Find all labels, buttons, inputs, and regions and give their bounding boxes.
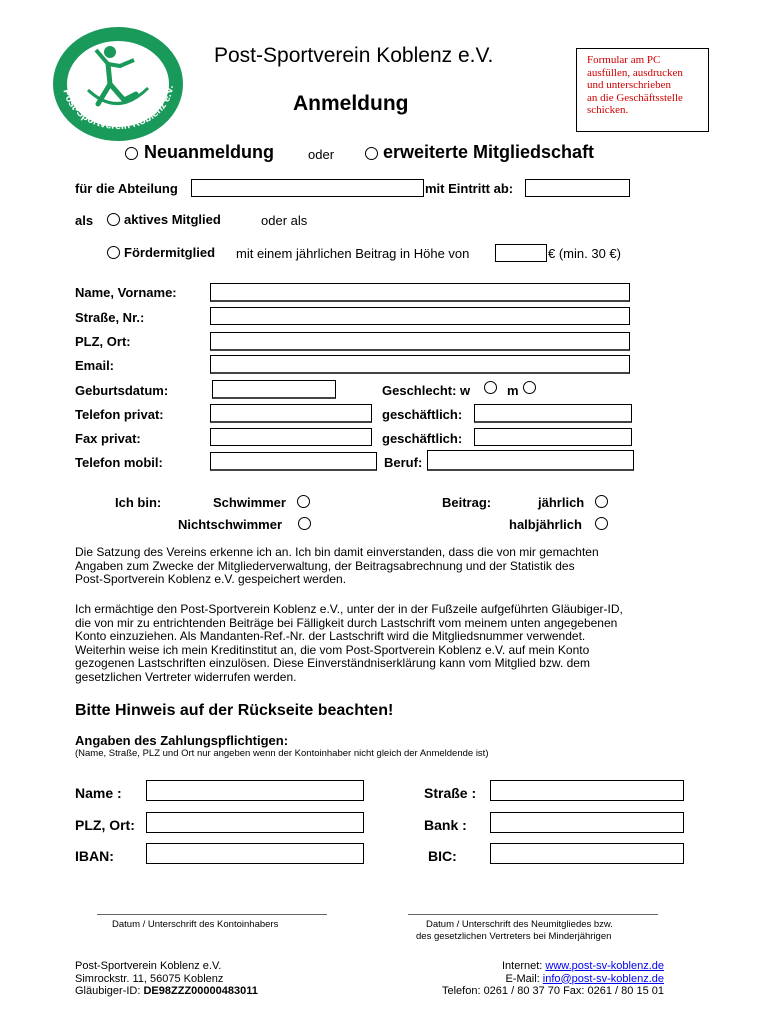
paragraph-line: Angaben zum Zwecke der Mitgliederverwaltung, der Beitragsabrechnung und der Statistik des <box>75 558 575 573</box>
payer-bank-label: Bank : <box>424 817 467 833</box>
signature-label-guardian: des gesetzlichen Vertreters bei Minderjährigen <box>416 931 612 942</box>
phone-business-field[interactable] <box>474 404 632 423</box>
payer-street-field[interactable] <box>490 780 684 801</box>
fax-private-field[interactable] <box>210 428 372 446</box>
paragraph-line: Die Satzung des Vereins erkenne ich an. Ich bin damit einverstanden, dass die von mir gemachten <box>75 545 599 559</box>
notice-line: Formular am PC <box>587 54 661 66</box>
payer-note: (Name, Straße, PLZ und Ort nur angeben wenn der Kontoinhaber nicht gleich der Anmeldende ist) <box>75 748 489 759</box>
logo-city: KOBLENZ <box>145 41 172 73</box>
supporting-fee-field[interactable] <box>495 244 547 262</box>
footer-org: Post-Sportverein Koblenz e.V. <box>75 960 222 972</box>
department-field[interactable] <box>191 179 424 197</box>
website-link[interactable]: www.post-sv-koblenz.de <box>545 960 664 972</box>
radio-non-swimmer[interactable] <box>298 517 311 530</box>
email-link[interactable]: info@post-sv-koblenz.de <box>542 972 664 985</box>
as-label: als <box>75 213 94 228</box>
instruction-notice <box>576 48 709 132</box>
payer-zip-field[interactable] <box>146 812 364 833</box>
zip-city-label: PLZ, Ort: <box>75 334 131 349</box>
radio-gender-m[interactable] <box>523 381 536 394</box>
footer-phone: Telefon: 0261 / 80 37 70 Fax: 0261 / 80 15 01 <box>441 985 664 997</box>
radio-new-membership[interactable] <box>125 147 138 160</box>
paragraph-line: Ich ermächtige den Post-Sportverein Koblenz e.V., unter der in der Fußzeile aufgeführten Gläubiger-ID, <box>75 602 623 616</box>
entry-date-field[interactable] <box>525 179 630 197</box>
paragraph-line: gezogenen Lastschriften einzulösen. Diese Einverständniserklärung kann vom Mitglied bzw. dem <box>75 656 590 670</box>
phone-private-field[interactable] <box>210 404 372 423</box>
non-swimmer-label: Nichtschwimmer <box>178 517 283 532</box>
profession-label: Beruf: <box>384 455 423 470</box>
street-field[interactable] <box>210 307 630 325</box>
notice-line: ausfüllen, ausdrucken <box>587 66 683 79</box>
profession-field[interactable] <box>427 450 634 471</box>
signature-label-member: Datum / Unterschrift des Neumitgliedes bzw. <box>426 919 613 930</box>
fax-business-label: geschäftlich: <box>382 431 463 446</box>
payer-bic-field[interactable] <box>490 843 684 864</box>
signature-label-account-holder: Datum / Unterschrift des Kontoinhabers <box>112 919 279 930</box>
payer-iban-field[interactable] <box>146 843 364 864</box>
name-label: Name, Vorname: <box>75 285 177 300</box>
club-logo <box>48 22 188 142</box>
back-page-notice: Bitte Hinweis auf der Rückseite beachten! <box>75 702 394 719</box>
signature-line-account-holder[interactable] <box>97 914 327 915</box>
mandate-paragraph <box>75 603 695 684</box>
consent-paragraph <box>75 546 695 587</box>
radio-half-yearly[interactable] <box>595 517 608 530</box>
gender-m-label: m <box>507 383 519 398</box>
fee-suffix: € (min. 30 €) <box>548 246 621 261</box>
phone-private-label: Telefon privat: <box>75 407 164 422</box>
or-text: oder <box>308 147 335 162</box>
or-as-text: oder als <box>261 213 308 228</box>
footer-creditor <box>75 985 258 998</box>
birthdate-field[interactable] <box>212 380 336 399</box>
entry-date-label: mit Eintritt ab: <box>425 181 514 196</box>
paragraph-line: Post-Sportverein Koblenz e.V. gespeichert werden. <box>75 572 347 586</box>
payer-street-label: Straße : <box>424 785 477 801</box>
notice-line: schicken. <box>587 104 629 116</box>
zip-city-field[interactable] <box>210 332 630 351</box>
radio-swimmer[interactable] <box>297 495 310 508</box>
signature-line-member[interactable] <box>408 914 658 915</box>
active-member-label: aktives Mitglied <box>124 212 221 227</box>
payer-bank-field[interactable] <box>490 812 684 833</box>
footer-internet <box>442 960 664 973</box>
radio-extended-membership[interactable] <box>365 147 378 160</box>
payer-name-field[interactable] <box>146 780 364 801</box>
radio-supporting-member[interactable] <box>107 246 120 259</box>
notice-line: und unterschrieben <box>587 79 671 91</box>
gender-label: Geschlecht: w <box>382 383 471 398</box>
i-am-label: Ich bin: <box>115 495 162 510</box>
paragraph-line: Konto einzuziehen. Als Mandanten-Ref.-Nr. der Lastschrift wird die Mitgliedsnummer verwendet. <box>75 629 586 643</box>
footer-address: Simrockstr. 11, 56075 Koblenz <box>75 972 224 985</box>
page-title: Anmeldung <box>293 92 409 115</box>
footer-email-label: E-Mail: <box>505 972 540 985</box>
phone-mobile-label: Telefon mobil: <box>75 455 163 470</box>
footer-internet-label: Internet: <box>501 960 543 972</box>
footer-email <box>442 973 664 986</box>
payer-bic-label: BIC: <box>428 848 457 864</box>
logo-text: Post-Sportverein Koblenz e.V. <box>60 84 176 133</box>
radio-active-member[interactable] <box>107 213 120 226</box>
notice-line: an die Geschäftsstelle <box>587 91 683 104</box>
paragraph-line: die von mir zu entrichtenden Beiträge bei Fälligkeit durch Lastschrift vom meinem unten angegebenen <box>75 615 618 630</box>
phone-mobile-field[interactable] <box>210 452 377 471</box>
yearly-label: jährlich <box>538 495 585 510</box>
swimmer-label: Schwimmer <box>213 495 286 510</box>
department-label: für die Abteilung <box>75 181 178 196</box>
street-label: Straße, Nr.: <box>75 310 145 325</box>
radio-gender-w[interactable] <box>484 381 497 394</box>
paragraph-line: Weiterhin weise ich mein Kreditinstitut an, die vom Post-Sportverein Koblenz e.V. auf mein Konto <box>75 642 590 657</box>
birthdate-label: Geburtsdatum: <box>75 383 169 398</box>
fax-private-label: Fax privat: <box>75 431 141 446</box>
label-new-membership: Neuanmeldung <box>144 142 275 162</box>
footer-creditor-id: DE98ZZZ00000483011 <box>143 985 258 997</box>
payer-iban-label: IBAN: <box>75 848 114 864</box>
email-field[interactable] <box>210 355 630 374</box>
org-title: Post-Sportverein Koblenz e.V. <box>214 44 494 67</box>
fee-label: Beitrag: <box>442 495 492 510</box>
email-label: Email: <box>75 358 115 373</box>
payer-heading: Angaben des Zahlungspflichtigen: <box>75 733 289 748</box>
phone-business-label: geschäftlich: <box>382 407 463 422</box>
payer-zip-label: PLZ, Ort: <box>75 817 135 833</box>
label-extended-membership: erweiterte Mitgliedschaft <box>383 142 595 162</box>
payer-name-label: Name : <box>75 785 122 801</box>
footer-creditor-label: Gläubiger-ID: <box>75 985 141 997</box>
half-yearly-label: halbjährlich <box>509 517 582 532</box>
paragraph-line: gesetzlichen Vertreter widerrufen werden. <box>75 669 297 684</box>
footer-right <box>442 960 664 998</box>
name-field[interactable] <box>210 283 630 302</box>
footer-left <box>75 960 258 998</box>
supporting-member-label: Fördermitglied <box>124 245 216 260</box>
fax-business-field[interactable] <box>474 428 632 446</box>
radio-yearly[interactable] <box>595 495 608 508</box>
fee-text: mit einem jährlichen Beitrag in Höhe von <box>236 246 470 261</box>
